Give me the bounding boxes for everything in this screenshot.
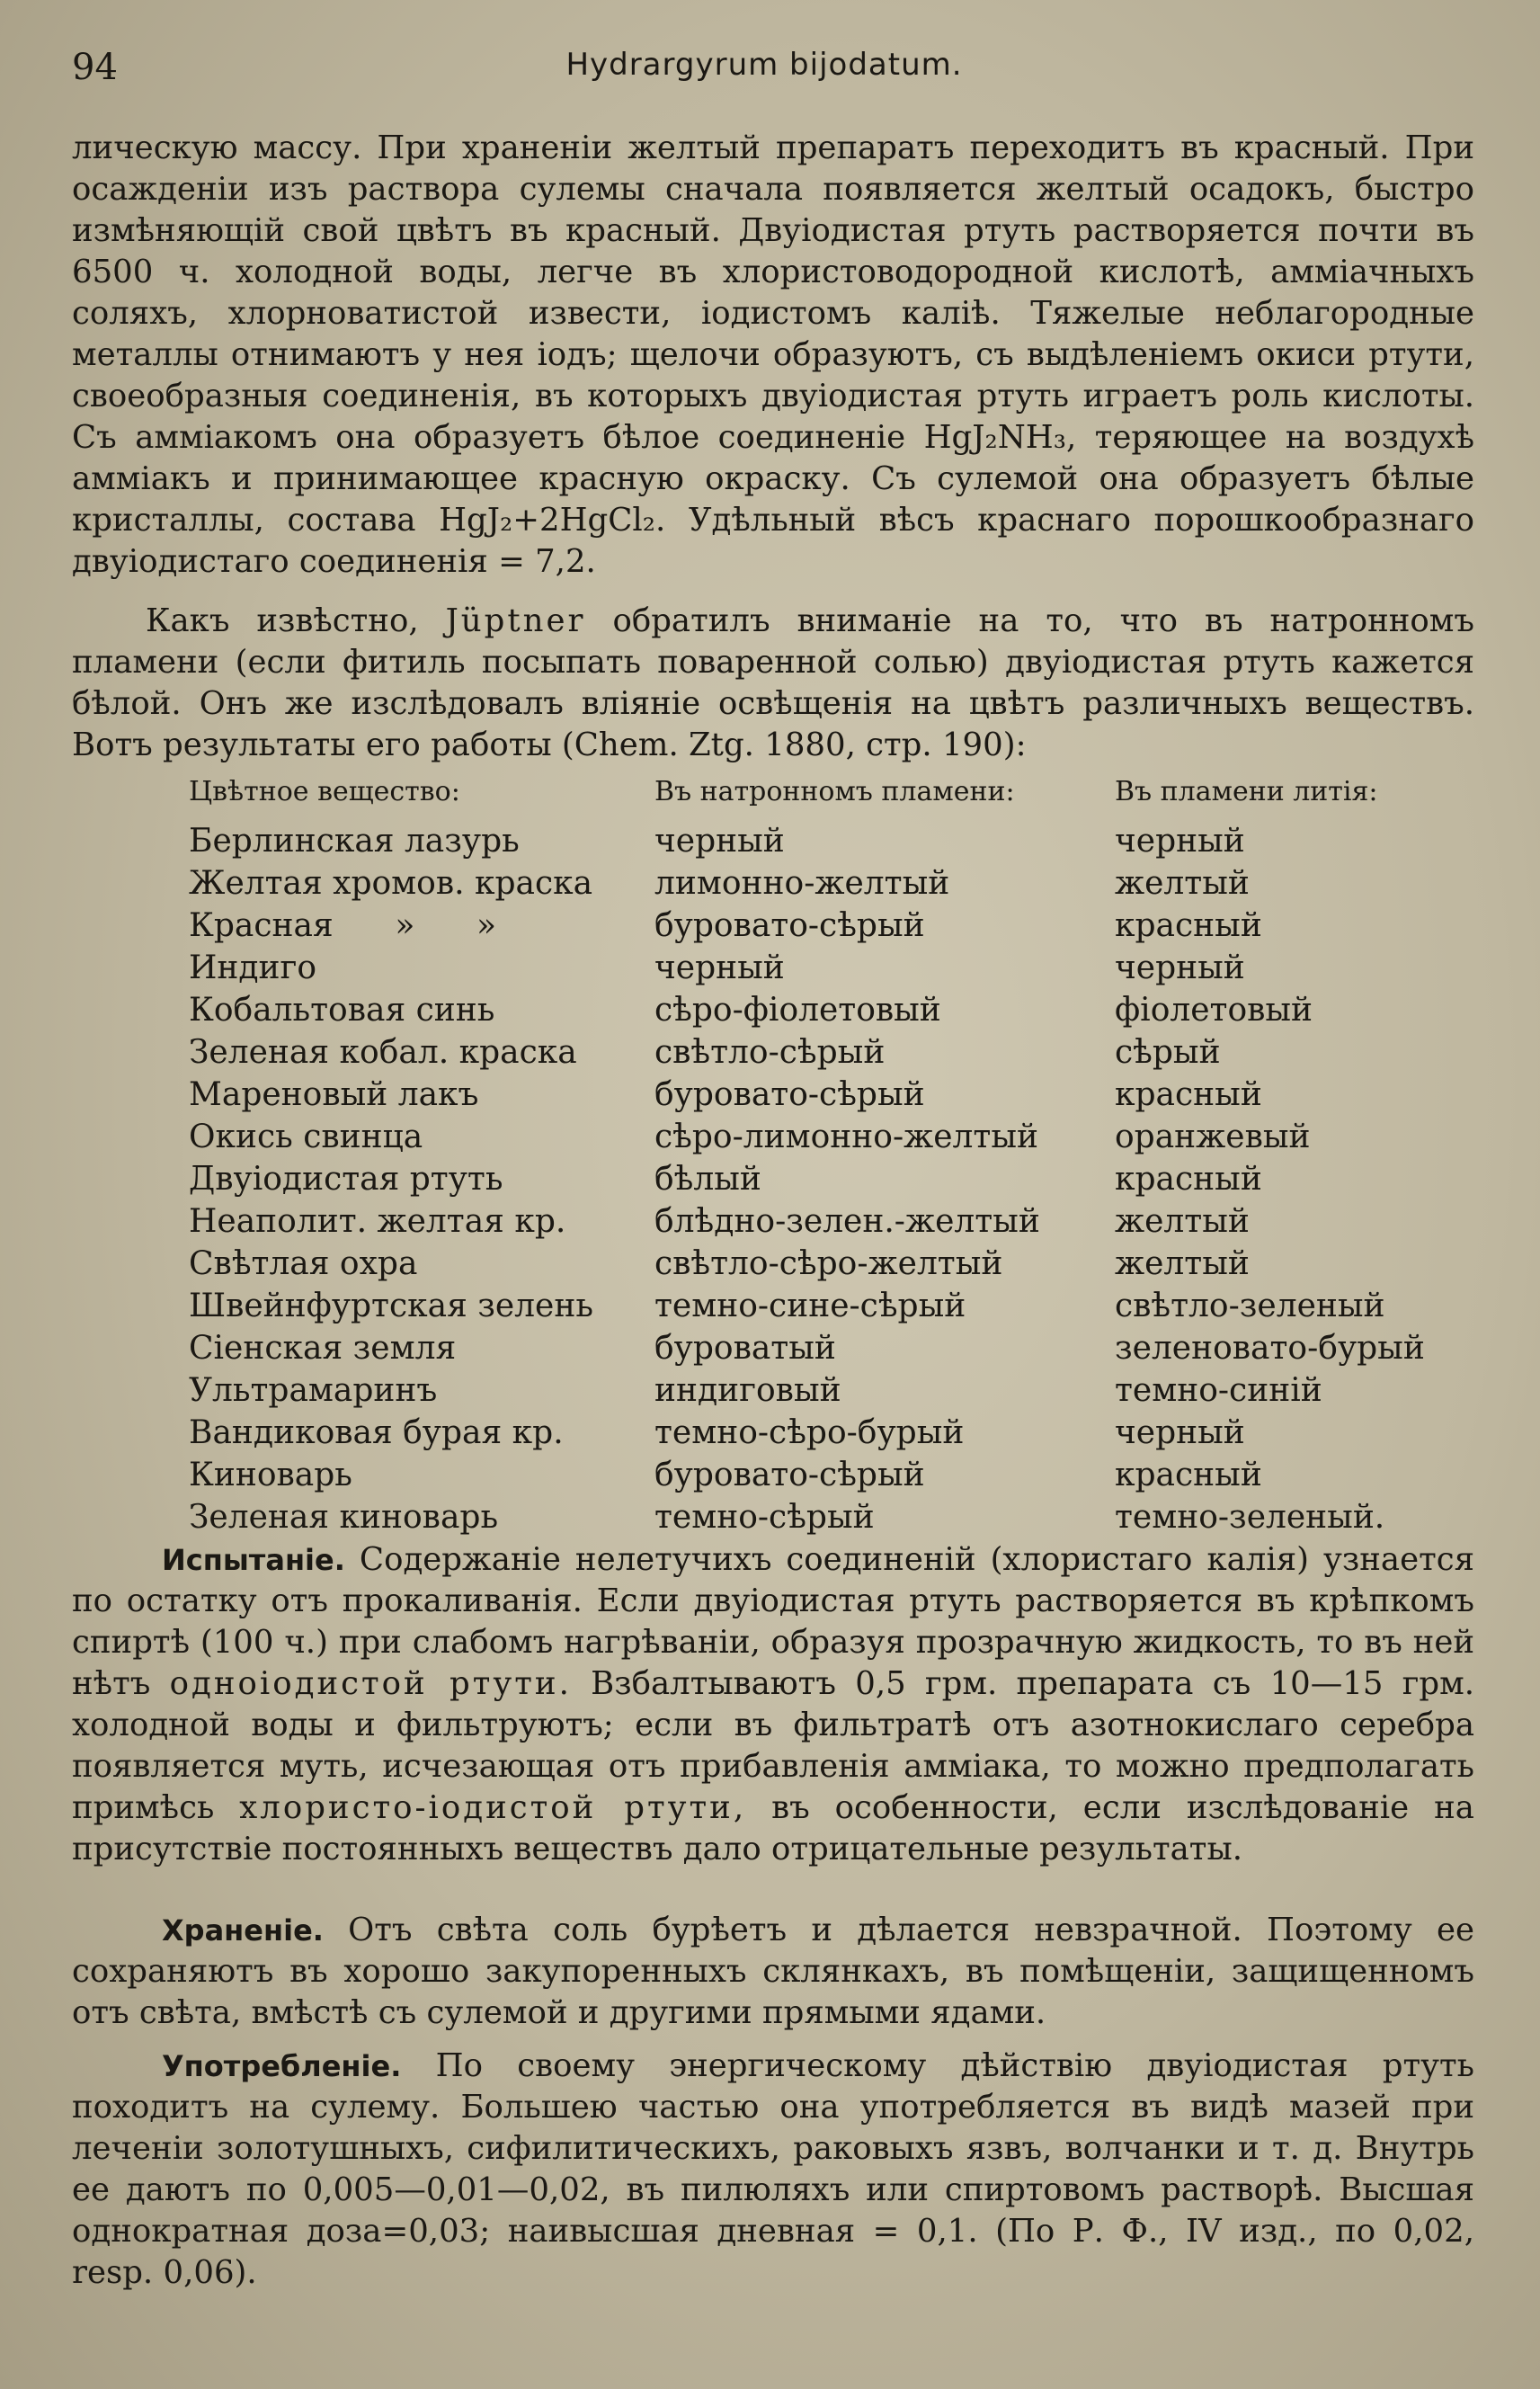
running-title: Hydrargyrum bijodatum. xyxy=(565,47,963,83)
table-cell: сѣро-лимонно-желтый xyxy=(654,1119,1038,1155)
section-lead-usage: Употребленіе. xyxy=(162,2049,402,2083)
table-cell: Зеленая кобал. краска xyxy=(189,1034,577,1071)
table-row xyxy=(189,1076,1447,1119)
table-cell: Свѣтлая охра xyxy=(189,1245,418,1282)
table-cell: Окись свинца xyxy=(189,1119,423,1155)
table-cell: черный xyxy=(1115,1414,1245,1451)
paragraph-usage-text: По своему энергическому дѣйствію двуіодистая ртуть походитъ на сулему. Большею частью она употребляется въ видѣ мазей при леченіи золотушныхъ, сифилитическихъ, раковыхъ язвъ, волчанки и т. д. Внутрь ее даютъ по 0,005—0,01—0,02, въ пилюляхъ или спиртовомъ растворѣ. Высшая однократная доза=0,03; наивысшая дневная = 0,1. (По Р. Ф., IV изд., по 0,02, resp. 0,06). xyxy=(72,2047,1474,2291)
table-cell: Киноварь xyxy=(189,1457,352,1493)
table-header-lithium-flame: Въ пламени литія: xyxy=(1115,776,1378,807)
table-cell: черный xyxy=(654,823,785,860)
table-cell: желтый xyxy=(1115,1245,1250,1282)
table-cell: Красная » » xyxy=(189,907,497,944)
table-cell: фіолетовый xyxy=(1115,992,1313,1029)
table-cell: свѣтло-зеленый xyxy=(1115,1288,1385,1324)
table-cell: свѣтло-сѣрый xyxy=(654,1034,886,1071)
table-cell: Швейнфуртская зелень xyxy=(189,1288,593,1324)
table-cell: темно-синій xyxy=(1115,1372,1322,1409)
table-cell: Зеленая киноварь xyxy=(189,1499,499,1536)
table-cell: желтый xyxy=(1115,1203,1250,1240)
table-cell: буровато-сѣрый xyxy=(654,907,925,944)
paragraph-juptner-after: обратилъ вниманіе на то, что въ натронномъ пламени (если фитиль посыпать поваренной солью) двуіодистая ртуть кажется бѣлой. Онъ же изслѣдовалъ вліяніе освѣщенія на цвѣтъ различныхъ веществъ. Вотъ результаты его работы (Chem. Ztg. 1880, стр. 190): xyxy=(72,602,1474,763)
table-cell: оранжевый xyxy=(1115,1119,1311,1155)
table-cell: желтый xyxy=(1115,865,1250,902)
page-number: 94 xyxy=(72,47,118,88)
table-cell: Сіенская земля xyxy=(189,1330,457,1367)
table-cell: Кобальтовая синь xyxy=(189,992,495,1029)
section-lead-storage: Храненіе. xyxy=(162,1913,324,1948)
table-cell: индиговый xyxy=(654,1372,841,1409)
table-cell: красный xyxy=(1115,1161,1262,1198)
table-row xyxy=(189,1499,1447,1541)
table-cell: Берлинская лазурь xyxy=(189,823,520,860)
table-cell: сѣрый xyxy=(1115,1034,1221,1071)
section-lead-testing: Испытаніе. xyxy=(162,1543,345,1577)
table-cell: черный xyxy=(654,949,785,986)
table-row xyxy=(189,1372,1447,1414)
table-row xyxy=(189,823,1447,865)
table-cell: Желтая хромов. краска xyxy=(189,865,593,902)
table-row xyxy=(189,1161,1447,1203)
table-cell: Неаполит. желтая кр. xyxy=(189,1203,566,1240)
table-cell: Индиго xyxy=(189,949,317,986)
table-cell: темно-сине-сѣрый xyxy=(654,1288,966,1324)
table-row xyxy=(189,1457,1447,1499)
color-table xyxy=(189,776,1447,1541)
table-row xyxy=(189,992,1447,1034)
paragraph-usage xyxy=(72,2046,1474,2294)
paragraph-testing xyxy=(72,1539,1474,1870)
table-cell: блѣдно-зелен.-желтый xyxy=(654,1203,1040,1240)
table-cell: красный xyxy=(1115,1457,1262,1493)
table-cell: буровато-сѣрый xyxy=(654,1076,925,1113)
page-header xyxy=(72,47,1456,92)
table-row xyxy=(189,1119,1447,1161)
table-cell: черный xyxy=(1115,949,1245,986)
paragraph-juptner-before: Какъ извѣстно, xyxy=(146,602,446,639)
table-cell: Мареновый лакъ xyxy=(189,1076,479,1113)
table-cell: Вандиковая бурая кр. xyxy=(189,1414,564,1451)
table-cell: сѣро-фіолетовый xyxy=(654,992,941,1029)
table-cell: красный xyxy=(1115,907,1262,944)
paragraph-juptner xyxy=(72,601,1474,766)
table-cell: лимонно-желтый xyxy=(654,865,950,902)
paragraph-testing-text-a: Содержаніе нелетучихъ соединеній (хлористаго калія) узнается по остатку отъ прокаливанія. Если двуіодистая ртуть растворяется въ крѣпкомъ спиртѣ (100 ч.) при слабомъ нагрѣваніи, образуя прозрачную жидкость, то въ ней нѣтъ xyxy=(72,1541,1474,1702)
table-cell: темно-зеленый. xyxy=(1115,1499,1385,1536)
table-row xyxy=(189,1034,1447,1076)
table-cell: темно-сѣро-бурый xyxy=(654,1414,965,1451)
paragraph-storage xyxy=(72,1910,1474,2034)
table-body xyxy=(189,823,1447,1541)
table-header xyxy=(189,776,1447,823)
table-cell: Ультрамаринъ xyxy=(189,1372,438,1409)
table-row xyxy=(189,1330,1447,1372)
table-row xyxy=(189,1203,1447,1245)
table-header-sodium-flame: Въ натронномъ пламени: xyxy=(654,776,1015,807)
table-cell: буровато-сѣрый xyxy=(654,1457,925,1493)
table-cell: бѣлый xyxy=(654,1161,761,1198)
paragraph-storage-text: Отъ свѣта соль бурѣетъ и дѣлается невзрачной. Поэтому ее сохраняютъ въ хорошо закупоренныхъ склянкахъ, въ помѣщеніи, защищенномъ отъ свѣта, вмѣстѣ съ сулемой и другими прямыми ядами. xyxy=(72,1912,1474,2031)
table-row xyxy=(189,1245,1447,1288)
spaced-term-b: хлористо-іодистой ртути, xyxy=(239,1789,747,1826)
table-header-substance: Цвѣтное вещество: xyxy=(189,776,460,807)
table-cell: свѣтло-сѣро-желтый xyxy=(654,1245,1003,1282)
spaced-term-a: одноіодистой ртути. xyxy=(169,1665,572,1702)
table-row xyxy=(189,949,1447,992)
paragraph-testing-text-c: въ особенности, если изслѣдованіе на присутствіе постоянныхъ веществъ дало отрицательные результаты. xyxy=(72,1789,1474,1868)
paragraph-testing-text-b: Взбалтываютъ 0,5 грм. препарата съ 10—15 грм. холодной воды и фильтруютъ; если въ фильтратѣ отъ азотнокислаго серебра появляется муть, исчезающая отъ прибавленія амміака, то можно предполагать примѣсь xyxy=(72,1665,1474,1826)
table-cell: темно-сѣрый xyxy=(654,1499,875,1536)
table-row xyxy=(189,865,1447,907)
table-row xyxy=(189,1414,1447,1457)
table-row xyxy=(189,1288,1447,1330)
table-row xyxy=(189,907,1447,949)
table-cell: Двуіодистая ртуть xyxy=(189,1161,503,1198)
table-cell: черный xyxy=(1115,823,1245,860)
paragraph-properties: лическую массу. При храненіи желтый препаратъ переходитъ въ красный. При осажденіи изъ раствора сулемы сначала появляется желтый осадокъ, быстро измѣняющій свой цвѣтъ въ красный. Двуіодистая ртуть растворяется почти въ 6500 ч. холодной воды, легче въ хлористоводородной кислотѣ, амміачныхъ соляхъ, хлорноватистой извести, іодистомъ каліѣ. Тяжелые неблагородные металлы отнимаютъ у нея іодъ; щелочи образуютъ, съ выдѣленіемъ окиси ртути, своеобразныя соединенія, въ которыхъ двуіодистая ртуть играетъ роль кислоты. Съ амміакомъ она образуетъ бѣлое соединеніе HgJ₂NH₃, теряющее на воздухѣ амміакъ и принимающее красную окраску. Съ сулемой она образуетъ бѣлые кристаллы, состава HgJ₂+2HgCl₂. Удѣльный вѣсъ краснаго порошкообразнаго двуіодистаго соединенія = 7,2. xyxy=(72,129,1474,580)
table-cell: буроватый xyxy=(654,1330,836,1367)
table-cell: красный xyxy=(1115,1076,1262,1113)
table-cell: зеленовато-бурый xyxy=(1115,1330,1425,1367)
author-name: Jüptner xyxy=(445,602,586,639)
